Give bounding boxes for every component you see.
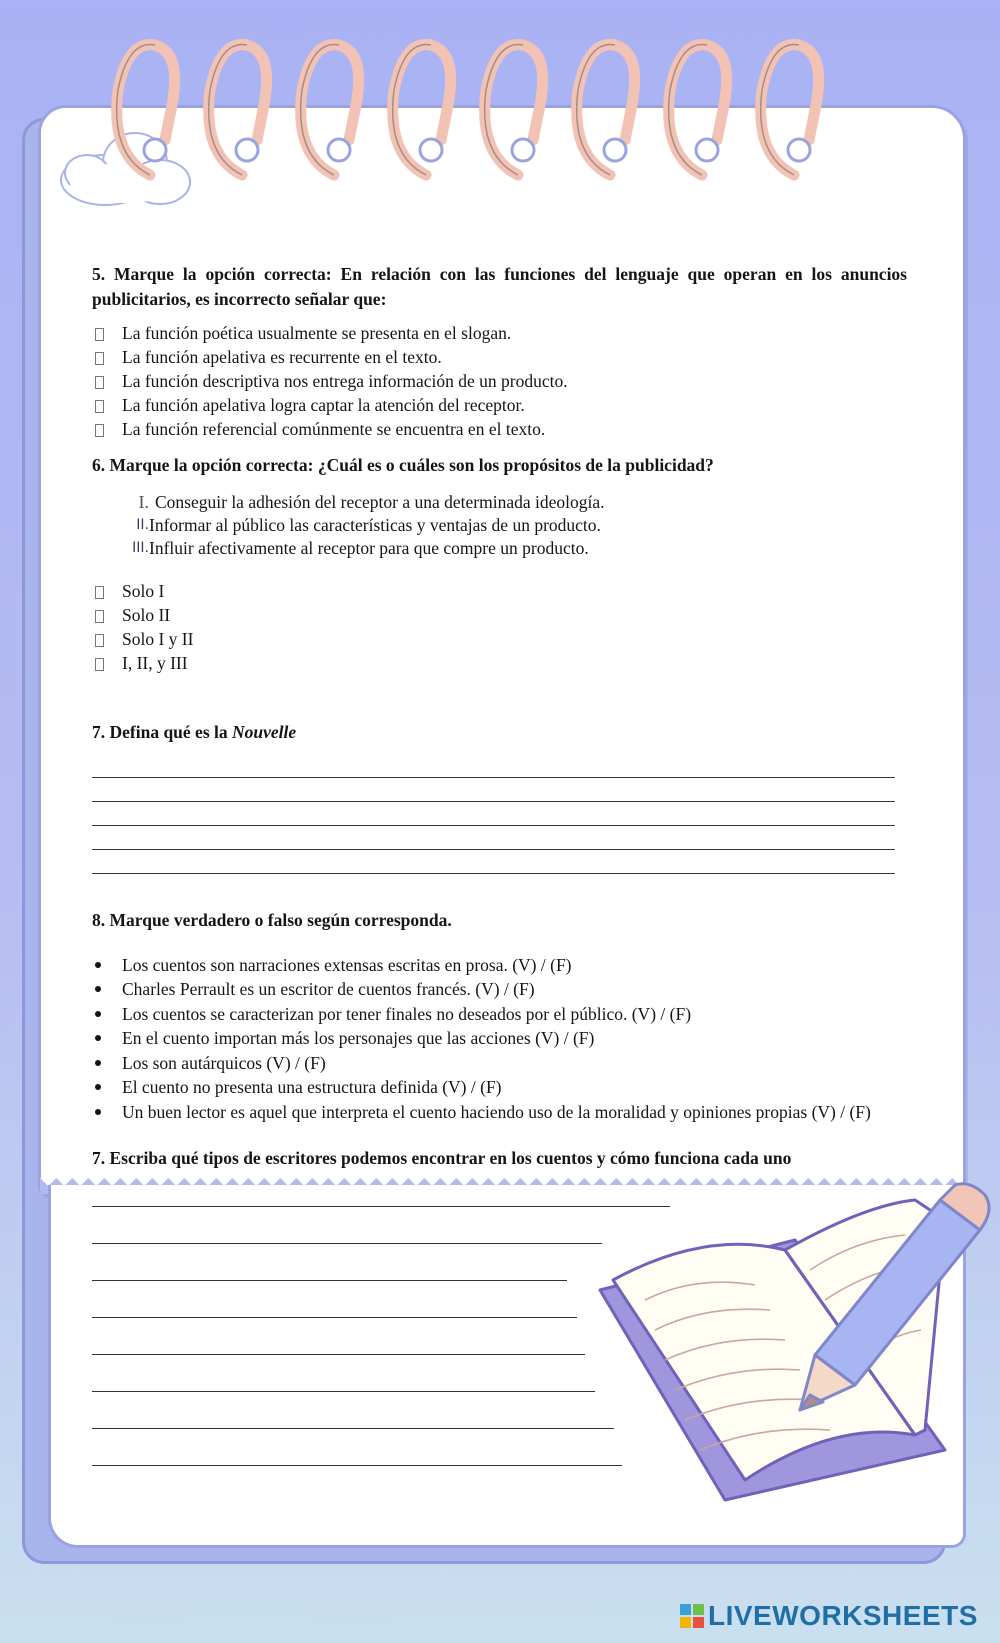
checkbox-icon[interactable]: [95, 328, 104, 341]
question-6-option[interactable]: Solo I: [92, 579, 907, 603]
question-7-title: 7. Defina qué es la Nouvelle: [92, 721, 297, 742]
answer-line[interactable]: [92, 1392, 614, 1429]
spiral-rings: [110, 35, 930, 185]
question-6-option[interactable]: Solo II: [92, 603, 907, 627]
question-5-option[interactable]: La función apelativa es recurrente en el texto.: [92, 345, 907, 369]
checkbox-icon[interactable]: [95, 376, 104, 389]
true-false-item[interactable]: En el cuento importan más los personajes que las acciones (V) / (F): [92, 1026, 907, 1051]
answer-line[interactable]: [92, 1207, 602, 1244]
checkbox-icon[interactable]: [95, 658, 104, 671]
question-5-title: 5. Marque la opción correcta: En relación con las funciones del lenguaje que operan en los anuncios publicitarios, es incorrecto señalar que:: [92, 264, 907, 309]
checkbox-icon[interactable]: [95, 352, 104, 365]
answer-line[interactable]: [92, 802, 895, 826]
checkbox-icon[interactable]: [95, 586, 104, 599]
answer-line[interactable]: [92, 1429, 622, 1466]
question-8-statements: [92, 953, 907, 1125]
liveworksheets-logo: LIVEWORKSHEETS: [680, 1600, 978, 1632]
answer-line[interactable]: [92, 1179, 670, 1207]
logo-icon: [680, 1604, 704, 1628]
true-false-item[interactable]: El cuento no presenta una estructura definida (V) / (F): [92, 1075, 907, 1100]
answer-line[interactable]: [92, 778, 895, 802]
question-5-option[interactable]: La función apelativa logra captar la atención del receptor.: [92, 393, 907, 417]
checkbox-icon[interactable]: [95, 400, 104, 413]
question-6-option[interactable]: Solo I y II: [92, 627, 907, 651]
true-false-item[interactable]: Un buen lector es aquel que interpreta el cuento haciendo uso de la moralidad y opiniones propias (V) / (F): [92, 1100, 907, 1125]
statement-row: II. Informar al público las características y ventajas de un producto.: [136, 514, 601, 535]
answer-line[interactable]: [92, 1318, 585, 1355]
true-false-item[interactable]: Charles Perrault es un escritor de cuentos francés. (V) / (F): [92, 977, 907, 1002]
statement-row: I. Conseguir la adhesión del receptor a una determinada ideología.: [138, 491, 605, 512]
open-book-pencil-illustration: [585, 1180, 1000, 1510]
true-false-item[interactable]: Los cuentos son narraciones extensas escritas en prosa. (V) / (F): [92, 953, 907, 978]
answer-line[interactable]: [92, 1244, 567, 1281]
answer-line[interactable]: [92, 826, 895, 850]
question-5-options: [92, 321, 907, 441]
question-6-option[interactable]: I, II, y III: [92, 651, 907, 675]
question-6-title: 6. Marque la opción correcta: ¿Cuál es o cuáles son los propósitos de la publicidad?: [92, 455, 714, 475]
question-7-answer-lines[interactable]: [92, 754, 895, 874]
answer-line[interactable]: [92, 850, 895, 874]
checkbox-icon[interactable]: [95, 424, 104, 437]
true-false-item[interactable]: Los cuentos se caracterizan por tener finales no deseados por el público. (V) / (F): [92, 1002, 907, 1027]
question-6-statements: [92, 490, 907, 559]
answer-line[interactable]: [92, 754, 895, 778]
answer-line[interactable]: [92, 1281, 577, 1318]
answer-line[interactable]: [92, 1355, 595, 1392]
checkbox-icon[interactable]: [95, 610, 104, 623]
true-false-item[interactable]: Los son autárquicos (V) / (F): [92, 1051, 907, 1076]
question-5-option[interactable]: La función descriptiva nos entrega información de un producto.: [92, 369, 907, 393]
question-7b-title: 7. Escriba qué tipos de escritores podemos encontrar en los cuentos y cómo funciona cada uno: [92, 1148, 792, 1168]
statement-row: III. Influir afectivamente al receptor para que compre un producto.: [132, 537, 589, 558]
question-8-title: 8. Marque verdadero o falso según corresponda.: [92, 910, 452, 930]
question-6-options: [92, 579, 907, 675]
checkbox-icon[interactable]: [95, 634, 104, 647]
question-5-option[interactable]: La función referencial comúnmente se encuentra en el texto.: [92, 417, 907, 441]
question-5-option[interactable]: La función poética usualmente se presenta en el slogan.: [92, 321, 907, 345]
